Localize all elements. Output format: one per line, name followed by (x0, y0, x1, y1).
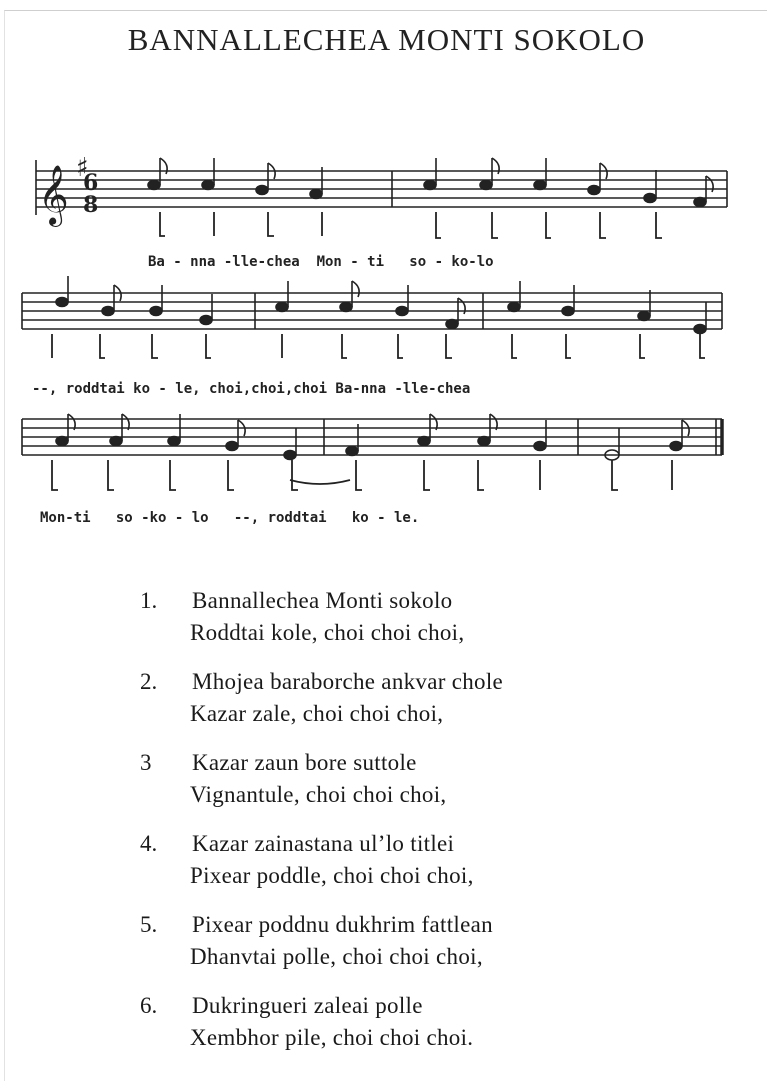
verse-line: Mhojea baraborche ankvar chole (192, 669, 504, 694)
verse-6 (140, 993, 660, 1074)
time-sig-top: 6 (83, 170, 99, 196)
verse-line: Xembhor pile, choi choi choi. (190, 1025, 474, 1050)
verse-line: Roddtai kole, choi choi choi, (190, 620, 465, 645)
verse-number: 2. (140, 669, 158, 694)
song-title: BANNALLECHEA MONTI SOKOLO (127, 22, 646, 57)
staff-3 (22, 419, 722, 455)
verse-number: 6. (140, 993, 158, 1018)
verse-line: Kazar zainastana ul’lo titlei (192, 831, 455, 856)
verse-3 (140, 750, 660, 831)
verse-line: Dhanvtai polle, choi choi choi, (190, 944, 483, 969)
verse-number: 3 (140, 750, 152, 775)
key-sharp-icon: ♯ (76, 153, 89, 183)
staff-2 (22, 293, 722, 329)
verse-4 (140, 831, 660, 912)
verse-5 (140, 912, 660, 993)
time-sig-bottom: 8 (83, 192, 99, 218)
verse-line: Kazar zale, choi choi choi, (190, 701, 444, 726)
verse-number: 1. (140, 588, 158, 613)
verse-line: Dukringueri zaleai polle (192, 993, 423, 1018)
lyric-line-2: --, roddtai ko - le, choi,choi,choi Ba-nna -lle-chea (32, 381, 471, 397)
verse-number: 4. (140, 831, 158, 856)
verse-line: Bannallechea Monti sokolo (192, 588, 453, 613)
upper-voice-notes (56, 158, 713, 460)
verse-1 (140, 588, 660, 669)
verse-line: Kazar zaun bore suttole (192, 750, 417, 775)
treble-clef-icon: 𝄞 (38, 165, 69, 225)
verse-line: Pixear poddle, choi choi choi, (190, 863, 474, 888)
verse-list (140, 588, 660, 1074)
verse-line: Pixear poddnu dukhrim fattlean (192, 912, 493, 937)
lyric-line-1: Ba - nna -lle-chea Mon - ti so - ko-lo (148, 254, 494, 270)
staff-1 (36, 160, 727, 215)
verse-2 (140, 669, 660, 750)
verse-number: 5. (140, 912, 158, 937)
verse-line: Vignantule, choi choi choi, (190, 782, 447, 807)
lyric-line-3: Mon-ti so -ko - lo --, roddtai ko - le. (40, 510, 420, 526)
